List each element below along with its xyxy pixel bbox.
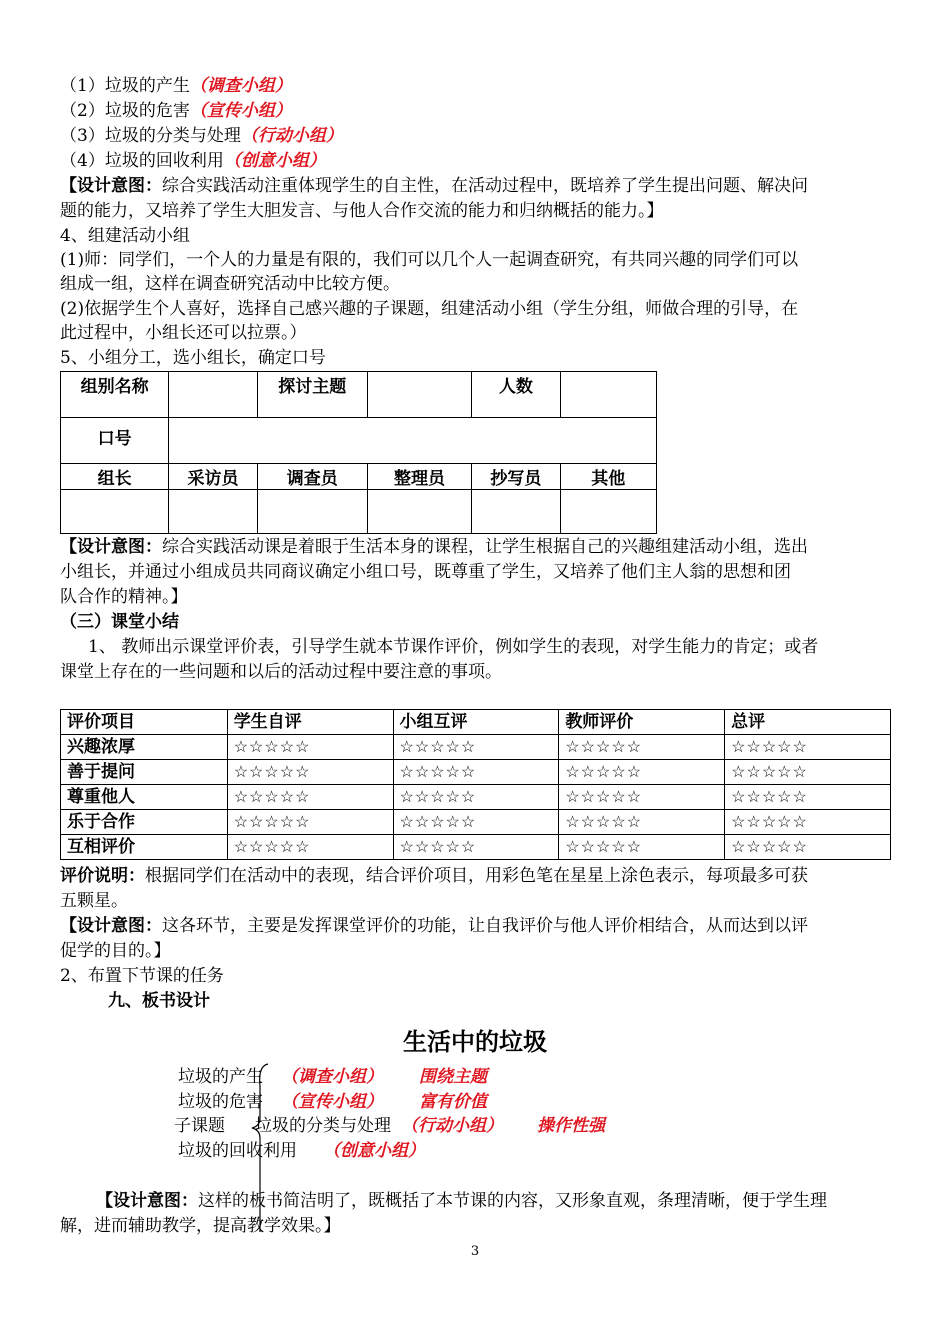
cell-group-name: 组别名称: [61, 372, 169, 418]
star-rating[interactable]: ☆☆☆☆☆: [559, 735, 725, 760]
board-line-3: 子课题 垃圾的分类与处理 （行动小组） 操作性强: [174, 1116, 605, 1136]
step4-p1-line2: 组成一组，这样在调查研究活动中比较方便。: [60, 274, 400, 294]
eval-row: [61, 785, 891, 810]
intent-1-line1: 【设计意图：综合实践活动注重体现学生的自主性，在活动过程中，既培养了学生提出问题、解决问: [60, 176, 808, 196]
eval-header-self: 学生自评: [227, 710, 393, 735]
cell-investigator: 调查员: [257, 464, 367, 490]
star-rating[interactable]: ☆☆☆☆☆: [227, 810, 393, 835]
star-rating[interactable]: ☆☆☆☆☆: [227, 760, 393, 785]
cell-slogan: 口号: [61, 418, 169, 464]
group-table: [60, 371, 657, 534]
star-rating[interactable]: ☆☆☆☆☆: [725, 810, 891, 835]
item-2: （2）垃圾的危害（宣传小组）: [60, 101, 292, 121]
evaluation-table: [60, 709, 891, 860]
star-rating[interactable]: ☆☆☆☆☆: [227, 785, 393, 810]
eval-note-line2: 五颗星。: [60, 891, 128, 911]
board-line-1: 垃圾的产生 （调查小组） 围绕主题: [178, 1067, 487, 1087]
star-rating[interactable]: ☆☆☆☆☆: [559, 785, 725, 810]
step4-heading: 4、组建活动小组: [60, 226, 190, 246]
star-rating[interactable]: ☆☆☆☆☆: [725, 785, 891, 810]
item-3: （3）垃圾的分类与处理（行动小组）: [60, 126, 343, 146]
cell-copier: 抄写员: [472, 464, 560, 490]
cell-organizer: 整理员: [367, 464, 471, 490]
eval-row: [61, 810, 891, 835]
eval-row-label: 兴趣浓厚: [61, 735, 228, 760]
star-rating[interactable]: ☆☆☆☆☆: [559, 835, 725, 860]
star-rating[interactable]: ☆☆☆☆☆: [393, 760, 559, 785]
intent-1-line2: 题的能力，又培养了学生大胆发言、与他人合作交流的能力和归纳概括的能力。】: [60, 201, 664, 221]
star-rating[interactable]: ☆☆☆☆☆: [725, 760, 891, 785]
star-rating[interactable]: ☆☆☆☆☆: [393, 835, 559, 860]
board-line-2: 垃圾的危害 （宣传小组） 富有价值: [178, 1092, 487, 1112]
summary-heading: （三）课堂小结: [60, 612, 179, 632]
cell-count: 人数: [472, 372, 560, 418]
eval-row-label: 善于提问: [61, 760, 228, 785]
star-rating[interactable]: ☆☆☆☆☆: [227, 735, 393, 760]
item-1: （1）垃圾的产生（调查小组）: [60, 76, 292, 96]
cell-other: 其他: [560, 464, 656, 490]
eval-note-line1: 评价说明：根据同学们在活动中的表现，结合评价项目，用彩色笔在星星上涂色表示，每项最多可获: [60, 866, 808, 886]
intent-4-line1: 【设计意图：这样的板书简洁明了，既概括了本节课的内容，又形象直观，条理清晰，便于学生理: [96, 1191, 827, 1211]
step5-heading: 5、小组分工，选小组长，确定口号: [60, 348, 326, 368]
star-rating[interactable]: ☆☆☆☆☆: [725, 735, 891, 760]
intent-2-line2: 小组长，并通过小组成员共同商议确定小组口号，既尊重了学生，又培养了他们主人翁的思想和团: [60, 562, 791, 582]
star-rating[interactable]: ☆☆☆☆☆: [725, 835, 891, 860]
star-rating[interactable]: ☆☆☆☆☆: [559, 810, 725, 835]
eval-row-label: 乐于合作: [61, 810, 228, 835]
intent-3-line2: 促学的目的。】: [60, 941, 171, 961]
item-4: （4）垃圾的回收利用（创意小组）: [60, 151, 326, 171]
star-rating[interactable]: ☆☆☆☆☆: [393, 735, 559, 760]
star-rating[interactable]: ☆☆☆☆☆: [559, 760, 725, 785]
board-title: 生活中的垃圾: [403, 1028, 547, 1056]
board-heading: 九、板书设计: [108, 991, 210, 1011]
cell-leader: 组长: [61, 464, 169, 490]
star-rating[interactable]: ☆☆☆☆☆: [227, 835, 393, 860]
eval-header-group: 小组互评: [393, 710, 559, 735]
star-rating[interactable]: ☆☆☆☆☆: [393, 785, 559, 810]
eval-row: [61, 735, 891, 760]
intent-2-line3: 队合作的精神。】: [60, 587, 188, 607]
cell-topic: 探讨主题: [257, 372, 367, 418]
board-line-4: 垃圾的回收利用 （创意小组）: [178, 1141, 425, 1161]
star-rating[interactable]: ☆☆☆☆☆: [393, 810, 559, 835]
summary-p1-line2: 课堂上存在的一些问题和以后的活动过程中要注意的事项。: [60, 662, 502, 682]
eval-header-teacher: 教师评价: [559, 710, 725, 735]
step4-p2-line1: (2)依据学生个人喜好，选择自己感兴趣的子课题，组建活动小组（学生分组，师做合理的引导，在: [60, 299, 799, 319]
step4-p2-line2: 此过程中，小组长还可以拉票。）: [60, 323, 307, 343]
step4-p1-line1: (1)师：同学们，一个人的力量是有限的，我们可以几个人一起调查研究，有共同兴趣的同学们可以: [60, 250, 799, 270]
eval-header-total: 总评: [725, 710, 891, 735]
task-line: 2、布置下节课的任务: [60, 966, 224, 986]
intent-4-line2: 解，进而辅助教学，提高教学效果。】: [60, 1216, 341, 1236]
cell-interviewer: 采访员: [169, 464, 257, 490]
summary-p1-line1: 1、 教师出示课堂评价表，引导学生就本节课作评价，例如学生的表现，对学生能力的肯定；或者: [88, 637, 819, 657]
eval-row-label: 互相评价: [61, 835, 228, 860]
eval-row: [61, 760, 891, 785]
eval-row: [61, 835, 891, 860]
eval-row-label: 尊重他人: [61, 785, 228, 810]
intent-2-line1: 【设计意图：综合实践活动课是着眼于生活本身的课程，让学生根据自己的兴趣组建活动小组，选出: [60, 537, 808, 557]
eval-header-item: 评价项目: [61, 710, 228, 735]
page-number: 3: [470, 1244, 480, 1259]
intent-3-line1: 【设计意图：这各环节，主要是发挥课堂评价的功能，让自我评价与他人评价相结合，从而达到以评: [60, 916, 808, 936]
